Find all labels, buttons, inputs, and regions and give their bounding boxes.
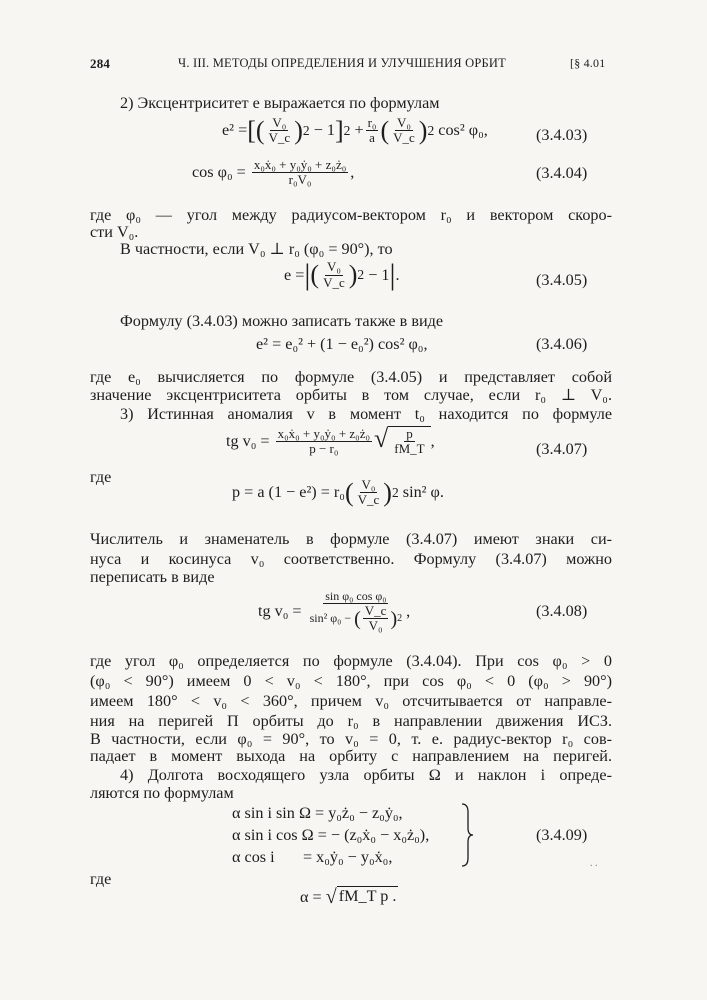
eq-lhs: p = a (1 − e²) = r₀ [232,483,345,502]
frac-den: a [369,130,375,146]
right-brace [460,802,474,868]
text-line: 4) Долгота восходящего узла орбиты Ω и наклон i опреде- [120,766,612,784]
bracket: ) [390,607,398,630]
bracket: ( [310,260,320,289]
text-line: где e₀ вычисляется по формуле (3.4.05) и представляет собой [90,368,612,386]
text-line: нуса и косинуса v₀ соответственно. Формулу (3.4.07) можно [90,550,612,568]
eq-number: (3.4.04) [536,164,588,182]
equation-3-4-05: e = | ( $\frac{\text{V₀}}{V\_c}$ ) 2 − 1 | . [284,258,400,291]
equation-3-4-03: e² = [( $\frac{\text{V₀}}{V\_c}$ ) 2 − 1 ] 2 + $\frac{\text{r₀}}{a}$ ( $\frac{\text{V₀}}{V\_c}$ ) 2 cos² φ₀, [222,115,488,146]
frac-den: p − r₀ [309,440,339,456]
eq-number: (3.4.09) [536,826,588,844]
text-line: В частности, если φ₀ = 90°, то v₀ = 0, т. е. радиус-вектор r₀ сов- [90,730,612,748]
text-line: ляются по формулам [90,784,234,802]
den-prefix: sin² φ₀ − [309,611,352,626]
bracket: ( [380,115,390,145]
text-line: где φ₀ — угол между радиусом-вектором r₀ и вектором скоро- [90,206,612,224]
frac-num: x₀ẋ₀ + y₀ẏ₀ + z₀ż₀ [253,157,347,172]
bracket: ) [418,115,428,145]
fraction [363,604,389,634]
eq-lhs: tg v₀ = [226,431,270,450]
eq-number: (3.4.08) [536,602,588,620]
text-line: сти V₀. [90,223,139,241]
running-title: Ч. III. МЕТОДЫ ОПРЕДЕЛЕНИЯ И УЛУЧШЕНИЯ ОРБИТ [178,56,506,70]
text-line: 3) Истинная аномалия v в момент t₀ находится по формуле [120,405,612,423]
fraction [391,116,417,146]
equation-3-4-06: e² = e₀² + (1 − e₀²) cos² φ₀, [256,335,428,353]
fraction [276,427,372,457]
radical-sign: √ [325,886,337,908]
frac-den: sin² φ₀ − ( $\frac{V\_c}{\text{V₀}}$ ) 2 [309,603,403,634]
text-line: падает в момент выхода на орбиту с направлением на перигей. [90,747,612,765]
text-line: Числитель и знаменатель в формуле (3.4.07) имеют знаки си- [90,530,612,548]
print-specks: . . [590,858,598,869]
eq-lhs: e = [284,265,305,284]
frac-num: V_c [364,603,387,619]
frac-den: fM_T [394,441,425,457]
bracket: ( [344,477,354,507]
text-line: Формулу (3.4.03) можно записать также в виде [120,312,444,330]
eq-number: (3.4.06) [536,335,588,353]
equation-3-4-09-row2: α sin i cos Ω = − (z₀ẋ₀ − x₀ż₀), [232,826,430,844]
text-line: где угол φ₀ определяется по формуле (3.4.04). При cos φ₀ > 0 [90,652,612,670]
eq-number: (3.4.03) [536,126,588,144]
text-line: значение эксцентриситета орбиты в том случае, если r₀ ⊥ V₀. [90,386,612,404]
frac-den: V_c [393,130,415,146]
text-line: ния на перигей П орбиты до r₀ в направлении движения ИСЗ. [90,712,612,730]
fraction [321,260,347,290]
frac-num: x₀ẋ₀ + y₀ẏ₀ + z₀ż₀ [277,425,371,441]
text-line: где [90,870,112,888]
frac-den: r₀V₀ [288,172,312,188]
abs-bar: | [389,258,396,291]
eq-lhs: α = [300,888,322,906]
frac-num: V₀ [326,259,341,275]
text-line: 2) Эксцентриситет e выражается по формулам [120,94,440,112]
radical-sign: √ [374,424,389,453]
frac-num: V₀ [397,115,411,130]
fraction [366,116,379,146]
equation-3-4-07: tg v₀ = $\frac{\text{x₀ẋ₀ + y₀ẏ₀ + z₀ż₀}}{\text{p − r₀}}$ √ $\frac{p}{fM\_T}$ , [226,424,435,457]
equation-alpha [300,886,398,909]
fraction [308,590,405,634]
bracket: [( [247,115,265,145]
bracket: ) [383,477,392,507]
frac-num: r₀ [367,115,377,130]
bracket: ) [348,260,358,289]
page-number: 284 [90,56,111,71]
text-line: (φ₀ < 90°) имеем 0 < v₀ < 180°, при cos φ₀ < 0 (φ₀ > 90°) [90,672,612,690]
eq-lhs: cos φ₀ = [192,163,246,182]
abs-bar: | [304,258,311,291]
eq-tail: cos² φ₀, [438,121,488,140]
equation-3-4-09-row3: α cos i = x₀ẏ₀ − y₀ẋ₀, [232,848,393,866]
equation-3-4-04: cos φ₀ = $\frac{\text{x₀ẋ₀ + y₀ẏ₀ + z₀ż₀}}{\text{r₀V₀}}$ , [192,157,355,188]
fraction [267,116,293,146]
equation-p: p = a (1 − e²) = r₀ ( $\frac{\text{V₀}}{V\_c}$ ) 2 sin² φ. [232,477,444,508]
equation-3-4-08: tg v₀ = sin φ₀ cos φ₀ sin² φ₀ − ( $\frac{V\_c}{\text{V₀}}$ ) 2 , [258,589,411,634]
frac-num: sin φ₀ cos φ₀ [325,589,387,603]
frac-den: V_c [268,130,291,146]
radicand: fM_T p . [338,887,397,905]
text-line: имеем 180° < v₀ < 360°, причем v₀ отсчитывается от направле- [90,692,612,710]
frac-den: V_c [323,274,345,290]
eq-number: (3.4.05) [536,271,588,289]
text-line: где [90,468,112,486]
square-root [326,886,399,909]
frac-num: V₀ [361,477,376,492]
eq-tail: sin² φ. [402,483,444,502]
frac-num: p [406,426,413,441]
bracket: ] [334,115,344,145]
fraction [252,158,348,188]
bracket: ) [294,115,303,145]
eq-lhs: tg v₀ = [258,602,302,621]
eq-lhs: e² = [222,121,248,140]
equation-3-4-09-row1: α sin i sin Ω = y₀ż₀ − z₀ẏ₀, [232,804,403,822]
eq-number: (3.4.07) [536,440,588,458]
frac-den: V_c [357,492,380,508]
fraction [392,427,426,457]
frac-num: V₀ [272,115,287,130]
fraction [356,478,382,508]
bracket: ( [354,607,361,630]
frac-den: V₀ [368,618,383,634]
square-root [374,426,431,457]
text-line: переписать в виде [90,568,215,586]
section-ref: [§ 4.01 [570,56,606,70]
text-line: В частности, если V₀ ⊥ r₀ (φ₀ = 90°), то [120,240,393,258]
